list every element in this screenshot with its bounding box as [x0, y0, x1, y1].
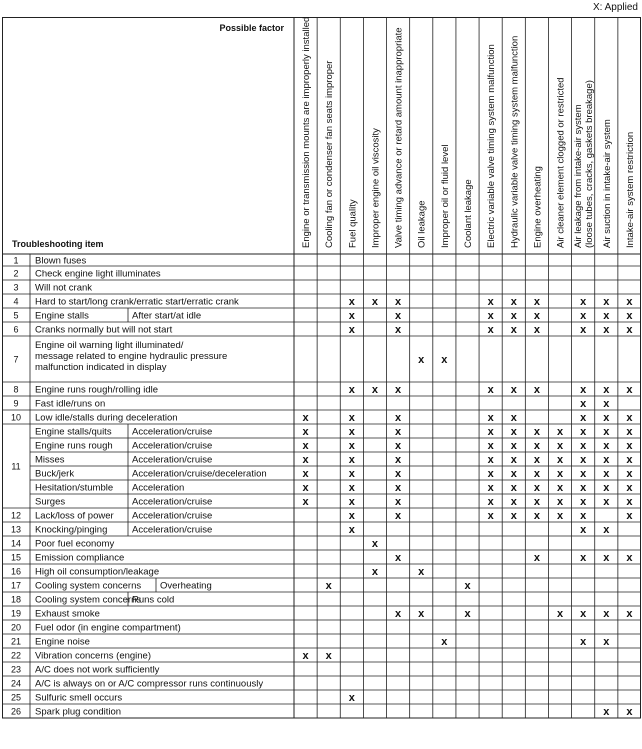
item-sub-condition: Acceleration	[132, 482, 185, 494]
item-label: Will not crank	[35, 282, 93, 294]
item-label: Vibration concerns (engine)	[35, 650, 152, 662]
applied-mark: x	[348, 482, 355, 494]
applied-mark: x	[487, 510, 494, 522]
row-number: 2	[13, 268, 19, 279]
applied-mark: x	[533, 510, 540, 522]
applied-mark: x	[533, 468, 540, 480]
applied-mark: x	[510, 412, 517, 424]
item-label: Blown fuses	[35, 255, 87, 267]
factor-label: Cooling fan or condenser fan seats improper	[324, 60, 336, 248]
applied-mark: x	[556, 608, 564, 620]
item-label: A/C does not work sufficiently	[35, 664, 160, 676]
applied-mark: x	[510, 454, 517, 466]
item-label: Misses	[35, 454, 65, 466]
applied-mark: x	[395, 310, 402, 322]
item-label: Engine oil warning light illuminated/	[35, 340, 184, 351]
applied-mark: x	[603, 552, 610, 564]
applied-mark: x	[580, 440, 587, 452]
row-number: 20	[10, 622, 22, 633]
applied-mark: x	[533, 482, 540, 494]
applied-mark: x	[580, 636, 587, 648]
item-sub-condition: Acceleration/cruise/deceleration	[132, 468, 267, 480]
applied-mark: x	[348, 496, 355, 508]
legend-applied: X: Applied	[592, 2, 638, 13]
applied-mark: x	[302, 482, 309, 494]
applied-mark: x	[487, 426, 494, 438]
applied-mark: x	[487, 468, 494, 480]
item-label: Fast idle/runs on	[35, 398, 106, 410]
row-number: 8	[13, 384, 19, 395]
applied-mark: x	[371, 296, 379, 308]
item-label: Engine stalls	[35, 310, 89, 322]
row-number: 5	[13, 310, 19, 321]
factor-label: Oil leakage	[416, 200, 428, 248]
header-possible-factor: Possible factor	[219, 23, 284, 33]
applied-mark: x	[626, 510, 633, 522]
applied-mark: x	[395, 412, 402, 424]
applied-mark: x	[395, 496, 402, 508]
applied-mark: x	[580, 384, 587, 396]
item-label: Low idle/stalls during deceleration	[35, 412, 178, 424]
item-sub-condition: Acceleration/cruise	[132, 454, 213, 466]
troubleshooting-matrix	[2, 17, 641, 747]
applied-mark: x	[348, 468, 355, 480]
row-number: 13	[10, 524, 22, 535]
applied-mark: x	[603, 482, 610, 494]
applied-mark: x	[580, 398, 587, 410]
item-sub-condition: Acceleration/cruise	[132, 510, 213, 522]
factor-label: Improper oil or fluid level	[439, 144, 451, 248]
applied-mark: x	[580, 496, 587, 508]
applied-mark: x	[487, 496, 494, 508]
applied-mark: x	[626, 384, 633, 396]
item-label: Fuel odor (in engine compartment)	[35, 622, 181, 634]
applied-mark: x	[510, 510, 517, 522]
factor-label: (loose tubes, cracks, gaskets breakage)	[584, 80, 596, 248]
factor-label: Engine or transmission mounts are improperly installed	[301, 17, 313, 248]
applied-mark: x	[533, 552, 540, 564]
applied-mark: x	[580, 324, 587, 336]
item-label: High oil consumption/leakage	[35, 566, 160, 578]
row-number: 18	[10, 594, 22, 605]
item-label: Spark plug condition	[35, 706, 122, 718]
row-number: 22	[10, 650, 22, 661]
applied-mark: x	[556, 510, 564, 522]
applied-mark: x	[302, 412, 309, 424]
applied-mark: x	[418, 354, 425, 366]
item-label: Buck/jerk	[35, 468, 75, 480]
item-label: Hard to start/long crank/erratic start/erratic crank	[35, 296, 239, 308]
applied-mark: x	[533, 324, 540, 336]
row-number: 16	[10, 566, 22, 577]
applied-mark: x	[510, 482, 517, 494]
applied-mark: x	[580, 412, 587, 424]
factor-label: Improper engine oil viscosity	[370, 128, 382, 248]
applied-mark: x	[533, 310, 540, 322]
applied-mark: x	[626, 608, 633, 620]
item-sub-condition: Overheating	[160, 580, 212, 592]
applied-mark: x	[371, 566, 379, 578]
applied-mark: x	[348, 324, 355, 336]
factor-label: Air cleaner element clogged or restricted	[555, 77, 567, 248]
applied-mark: x	[395, 482, 402, 494]
applied-mark: x	[556, 482, 564, 494]
applied-mark: x	[302, 454, 309, 466]
applied-mark: x	[510, 468, 517, 480]
applied-mark: x	[302, 650, 309, 662]
table-text	[11, 17, 636, 718]
item-label: Emission compliance	[35, 552, 125, 564]
item-sub-condition: Runs cold	[132, 594, 175, 606]
applied-mark: x	[556, 496, 564, 508]
row-number: 15	[10, 552, 22, 563]
item-label: A/C is always on or A/C compressor runs continuously	[35, 678, 264, 690]
applied-mark: x	[395, 426, 402, 438]
applied-mark: x	[580, 552, 587, 564]
applied-mark: x	[302, 496, 309, 508]
item-label: Hesitation/stumble	[35, 482, 114, 494]
row-number: 24	[10, 678, 22, 689]
item-label: Engine runs rough/rolling idle	[35, 384, 159, 396]
applied-mark: x	[510, 496, 517, 508]
applied-mark: x	[580, 296, 587, 308]
applied-mark: x	[556, 426, 564, 438]
item-label: Surges	[35, 496, 66, 508]
applied-mark: x	[580, 454, 587, 466]
applied-mark: x	[487, 412, 494, 424]
applied-mark: x	[626, 324, 633, 336]
applied-mark: x	[348, 384, 355, 396]
applied-mark: x	[302, 440, 309, 452]
applied-mark: x	[348, 310, 355, 322]
factor-label: Intake-air system restriction	[624, 131, 636, 248]
row-number: 25	[10, 692, 22, 703]
item-sub-condition: Acceleration/cruise	[132, 496, 213, 508]
applied-mark: x	[626, 706, 633, 718]
applied-mark: x	[603, 454, 610, 466]
item-label: Knocking/pinging	[35, 524, 108, 536]
applied-mark: x	[441, 354, 448, 366]
item-label: Sulfuric smell occurs	[35, 692, 123, 704]
applied-mark: x	[395, 384, 402, 396]
applied-mark: x	[487, 482, 494, 494]
factor-label: Valve timing advance or retard amount inappropriate	[393, 27, 405, 248]
row-number: 19	[10, 608, 22, 619]
applied-mark: x	[395, 296, 402, 308]
applied-mark: x	[510, 324, 517, 336]
applied-mark: x	[418, 566, 425, 578]
applied-mark: x	[510, 296, 517, 308]
applied-mark: x	[348, 426, 355, 438]
applied-mark: x	[556, 440, 564, 452]
applied-mark: x	[533, 496, 540, 508]
applied-mark: x	[603, 324, 610, 336]
factor-label: Engine overheating	[532, 166, 544, 248]
applied-mark: x	[487, 296, 494, 308]
applied-mark: x	[603, 440, 610, 452]
applied-mark: x	[626, 412, 633, 424]
item-label: Lack/loss of power	[35, 510, 114, 522]
applied-mark: x	[325, 650, 332, 662]
applied-mark: x	[348, 412, 355, 424]
applied-mark: x	[603, 426, 610, 438]
applied-mark: x	[395, 552, 402, 564]
applied-mark: x	[371, 538, 379, 550]
applied-mark: x	[626, 310, 633, 322]
applied-mark: x	[487, 440, 494, 452]
item-label: malfunction indicated in display	[35, 362, 167, 373]
applied-mark: x	[603, 384, 610, 396]
applied-mark: x	[626, 468, 633, 480]
applied-mark: x	[510, 384, 517, 396]
applied-mark: x	[580, 426, 587, 438]
applied-mark: x	[626, 440, 633, 452]
applied-mark: x	[325, 580, 332, 592]
item-sub-condition: Acceleration/cruise	[132, 440, 213, 452]
applied-mark: x	[395, 510, 402, 522]
applied-mark: x	[464, 608, 471, 620]
applied-mark: x	[464, 580, 471, 592]
row-number: 21	[10, 636, 22, 647]
header-troubleshooting-item: Troubleshooting item	[12, 239, 104, 249]
row-number: 14	[10, 538, 22, 549]
applied-mark: x	[395, 608, 402, 620]
row-number: 9	[13, 398, 19, 409]
row-number: 17	[10, 580, 22, 591]
item-sub-condition: After start/at idle	[132, 310, 202, 322]
applied-mark: x	[302, 426, 309, 438]
row-number: 11	[11, 461, 21, 472]
item-label: Check engine light illuminates	[35, 268, 161, 280]
item-label: Cranks normally but will not start	[35, 324, 173, 336]
applied-mark: x	[487, 454, 494, 466]
item-label: Engine stalls/quits	[35, 426, 112, 438]
applied-mark: x	[348, 454, 355, 466]
applied-mark: x	[533, 384, 540, 396]
item-label: Cooling system concerns	[35, 580, 142, 592]
applied-mark: x	[580, 468, 587, 480]
row-number: 10	[10, 412, 22, 423]
applied-mark: x	[395, 440, 402, 452]
row-number: 4	[13, 296, 19, 307]
applied-mark: x	[603, 608, 610, 620]
row-number: 6	[13, 324, 19, 335]
item-label: Engine runs rough	[35, 440, 113, 452]
applied-mark: x	[487, 384, 494, 396]
applied-mark: x	[395, 468, 402, 480]
applied-mark: x	[533, 454, 540, 466]
applied-mark: x	[556, 454, 564, 466]
applied-mark: x	[533, 426, 540, 438]
item-label: message related to engine hydraulic pressure	[35, 351, 228, 362]
applied-mark: x	[603, 524, 610, 536]
applied-mark: x	[302, 468, 309, 480]
applied-mark: x	[580, 608, 587, 620]
applied-mark: x	[626, 552, 633, 564]
applied-mark: x	[626, 296, 633, 308]
applied-mark: x	[626, 454, 633, 466]
applied-mark: x	[556, 468, 564, 480]
applied-mark: x	[603, 296, 610, 308]
applied-mark: x	[348, 440, 355, 452]
applied-mark: x	[487, 324, 494, 336]
item-label: Engine noise	[35, 636, 90, 648]
factor-label: Air suction in intake-air system	[601, 119, 613, 248]
row-number: 12	[10, 510, 22, 521]
applied-mark: x	[533, 296, 540, 308]
applied-mark: x	[348, 524, 355, 536]
factor-label: Fuel quality	[347, 199, 359, 248]
applied-mark: x	[395, 324, 402, 336]
row-number: 7	[13, 354, 19, 365]
applied-mark: x	[580, 524, 587, 536]
factor-label: Electric variable valve timing system malfunction	[486, 44, 498, 248]
applied-mark: x	[603, 412, 610, 424]
applied-mark: x	[510, 440, 517, 452]
applied-mark: x	[626, 426, 633, 438]
applied-mark: x	[580, 310, 587, 322]
applied-mark: x	[487, 310, 494, 322]
item-sub-condition: Acceleration/cruise	[132, 426, 213, 438]
item-label: Poor fuel economy	[35, 538, 115, 550]
applied-mark: x	[603, 310, 610, 322]
factor-label: Air leakage from intake-air system	[573, 104, 585, 248]
applied-mark: x	[580, 482, 587, 494]
factor-label: Coolant leakage	[463, 179, 474, 248]
applied-mark: x	[626, 496, 633, 508]
applied-mark: x	[603, 496, 610, 508]
applied-mark: x	[626, 482, 633, 494]
applied-mark: x	[580, 510, 587, 522]
row-number: 26	[10, 706, 22, 717]
applied-mark: x	[603, 706, 610, 718]
row-number: 3	[13, 282, 19, 293]
applied-mark: x	[603, 468, 610, 480]
applied-mark: x	[510, 426, 517, 438]
applied-mark: x	[371, 384, 379, 396]
item-sub-condition: Acceleration/cruise	[132, 524, 213, 536]
applied-mark: x	[395, 454, 402, 466]
applied-mark: x	[603, 398, 610, 410]
applied-mark: x	[348, 692, 355, 704]
item-label: Cooling system concerns	[35, 594, 142, 606]
applied-mark: x	[348, 296, 355, 308]
applied-mark: x	[603, 636, 610, 648]
applied-mark: x	[348, 510, 355, 522]
item-label: Exhaust smoke	[35, 608, 100, 620]
factor-label: Hydraulic variable valve timing system malfunction	[509, 35, 521, 248]
row-number: 23	[10, 664, 22, 675]
applied-mark: x	[418, 608, 425, 620]
applied-mark: x	[441, 636, 448, 648]
row-number: 1	[13, 255, 19, 266]
applied-mark: x	[533, 440, 540, 452]
applied-mark: x	[510, 310, 517, 322]
